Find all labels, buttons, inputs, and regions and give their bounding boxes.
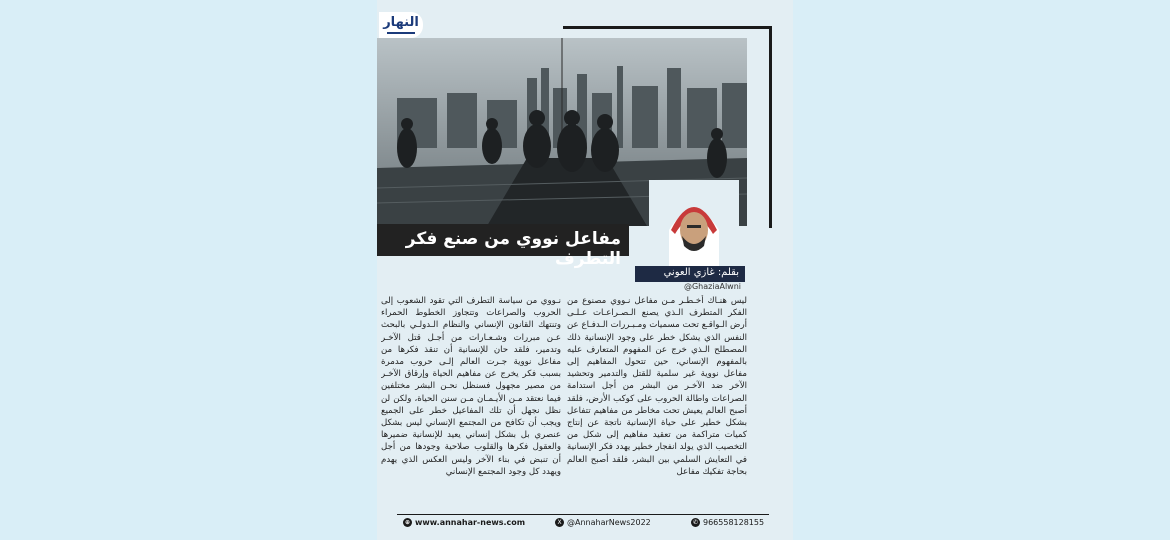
whatsapp-text: 966558128155 xyxy=(703,518,765,527)
twitter-text: @AnnaharNews2022 xyxy=(567,518,651,527)
footer-whatsapp[interactable] xyxy=(691,518,764,527)
article-column-right: ليس هنـاك أخـطـر مـن مفاعل نـووي مصنوع من الفكر المتطرف الـذي يصنع الـصـراعـات عـلـى أرض الـواقـع تحت مسميات ومـبـررات الـدفـاع عن النفس الذي يشكل خطر على وجود الإنسانية ذلك المصطلح الـذي خرج عن المفهوم المتعارف عليه بالمفهوم الإنساني، حين تتحول المفاهيم إلى مفاعل نووية غير سلمية للقتل والتدمير وتحشيد الآخر ضد الآخـر من البشر من أجل استدامة الصراعات واطالة الحروب على كوكب الأرض، فلقد أصبح العالم يعيش تحت مخاطر من مفاهيم تتفاعل بشكل خطير على حياة الإنسانية ناتجة عن إنتاج كميات متراكمة من تعقيد مفاهيم إلى شكل من التخصيب الذي يولد انفجار خطير يهدد فكر الإنسانية في التعايش السلمي بين البشر، فلقد أصبح العالم بحاجة تفكيك مفاعل xyxy=(567,296,747,477)
footer-divider xyxy=(397,514,769,515)
globe-icon: ⊕ xyxy=(404,519,411,526)
article-headline: مفاعل نووي من صنع فكر التطرف xyxy=(377,224,629,256)
author-portrait-image xyxy=(649,180,739,268)
logo-text: النهار xyxy=(383,15,419,30)
author-handle: @GhaziaAlwni xyxy=(683,282,741,291)
website-text: www.annahar-news.com xyxy=(415,518,526,527)
footer-twitter[interactable] xyxy=(555,518,651,527)
whatsapp-icon: ✆ xyxy=(692,519,699,526)
newspaper-page xyxy=(377,0,793,540)
author-photo xyxy=(649,180,739,268)
author-byline: بقلم: غازي العوني xyxy=(635,266,745,282)
footer-website[interactable] xyxy=(403,518,525,527)
article-column-left: نـووي من سياسة التطرف التي تقود الشعوب إلى الحروب والصراعات وتتجاوز الخطوط الحمراء وتنتهك القانون الإنساني والنظام الـدولـي بالبحث عـن مبررات وشـعـارات من أجـل قتل الآخـر وتدمير، فلقد حان للإنسانية أن تنقذ فكرها من مفاعل نووية جـرت العالم إلـى حروب مدمرة بسبب فكر يخرج عن مفاهيم الحياة وإرقاق الآخـر من مصير مجهول فسنظل نحـن البشر مختلفين فيما نعتقد مـن الأيـمـان مـن سنن الحياة، ولكن لن نظل نجهل أن تلك المفاعيل خطر على الجميع ويجب أن تكافح من المجتمع الإنساني ليس بشكل عنصري بل بشكل إنساني يعيد للإنسانية ضميرها والعقول فكرها والقلوب صلاحية وجودها من أجل أن تنبض في بناء الآخر وليس العكس الذي يهدم ويهدد كل وجود المجتمع الإنساني xyxy=(381,296,561,477)
logo-underline xyxy=(387,32,415,34)
newspaper-logo xyxy=(379,12,423,38)
x-twitter-icon: X xyxy=(555,518,564,527)
